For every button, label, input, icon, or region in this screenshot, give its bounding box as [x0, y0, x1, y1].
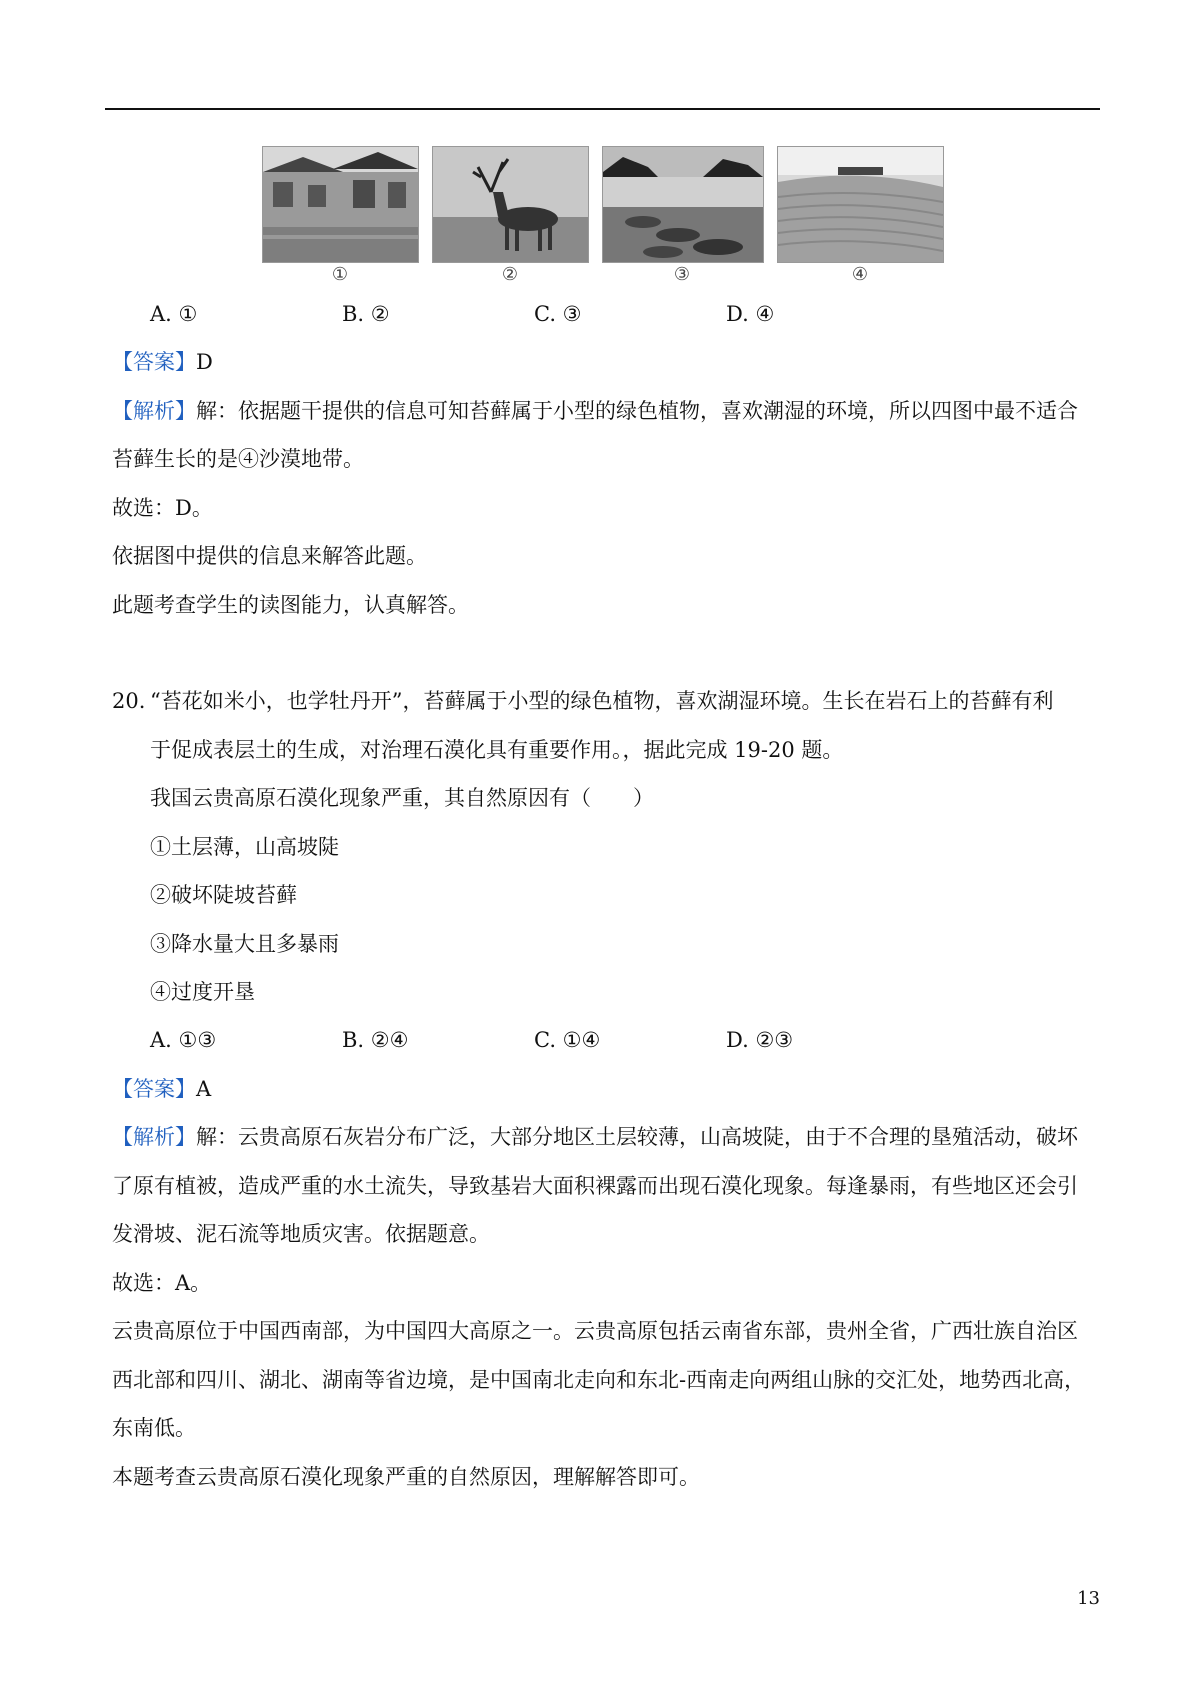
- q20-item-1: ①土层薄，山高坡陡: [150, 835, 339, 859]
- q20-analysis-line2: 了原有植被，造成严重的水土流失，导致基岩大面积裸露而出现石漠化现象。每逢暴雨，有些地区还会引: [112, 1174, 1078, 1198]
- analysis-tag: 【解析】: [112, 1125, 196, 1149]
- q20-item-4: ④过度开垦: [150, 980, 255, 1004]
- page-number: 13: [1077, 1588, 1100, 1609]
- q20-note-line4: 本题考查云贵高原石漠化现象严重的自然原因，理解解答即可。: [112, 1465, 700, 1489]
- answer-tag: 【答案】: [112, 1077, 196, 1101]
- q20-option-d: D. ②③: [726, 1028, 794, 1052]
- analysis-text: 解：云贵高原石灰岩分布广泛，大部分地区土层较薄，山高坡陡，由于不合理的垦殖活动，破坏: [196, 1125, 1078, 1149]
- photo-rocky-coast: [602, 146, 764, 263]
- q19-note2: 此题考查学生的读图能力，认真解答。: [112, 593, 469, 617]
- photo-water-town: [262, 146, 419, 263]
- answer-tag: 【答案】: [112, 350, 196, 374]
- q20-item-3: ③降水量大且多暴雨: [150, 932, 339, 956]
- q20-option-a: A. ①③: [150, 1028, 217, 1052]
- header-rule: [105, 108, 1100, 110]
- photo-reindeer: [432, 146, 589, 263]
- q20-question: 我国云贵高原石漠化现象严重，其自然原因有（ ）: [150, 786, 654, 810]
- q20-answer: [112, 1074, 211, 1104]
- photo-caption-2: ②: [501, 264, 519, 285]
- answer-value: A: [196, 1077, 212, 1101]
- photo-caption-3: ③: [673, 264, 691, 285]
- q19-choose: 故选：D。: [112, 496, 213, 520]
- q20-item-2: ②破坏陡坡苔藓: [150, 883, 297, 907]
- q19-analysis-line2: 苔藓生长的是④沙漠地带。: [112, 447, 364, 471]
- q19-option-c: C. ③: [534, 302, 582, 326]
- q20-note-line3: 东南低。: [112, 1416, 196, 1440]
- q19-option-b: B. ②: [342, 302, 390, 326]
- q19-option-d: D. ④: [726, 302, 775, 326]
- q20-analysis-line3: 发滑坡、泥石流等地质灾害。依据题意。: [112, 1222, 490, 1246]
- answer-value: D: [196, 350, 213, 374]
- q20-stem-line1: “苔花如米小，也学牡丹开”，苔藓属于小型的绿色植物，喜欢湖湿环境。生长在岩石上的苔藓有利: [150, 689, 1054, 713]
- analysis-text: 解：依据题干提供的信息可知苔藓属于小型的绿色植物，喜欢潮湿的环境，所以四图中最不适合: [196, 399, 1078, 423]
- analysis-tag: 【解析】: [112, 399, 196, 423]
- q19-analysis-line1: [112, 396, 1078, 426]
- q19-option-a: A. ①: [150, 302, 198, 326]
- q20-note-line2: 西北部和四川、湖北、湖南等省边境，是中国南北走向和东北-西南走向两组山脉的交汇处，地势西北高，: [112, 1368, 1086, 1392]
- photo-caption-1: ①: [331, 264, 349, 285]
- photo-caption-4: ④: [851, 264, 869, 285]
- q20-analysis-line1: [112, 1122, 1078, 1152]
- q20-stem-line2: 于促成表层土的生成，对治理石漠化具有重要作用。，据此完成 19-20 题。: [150, 738, 844, 762]
- q20-option-c: C. ①④: [534, 1028, 601, 1052]
- q19-answer: [112, 347, 213, 377]
- photo-desert: [777, 146, 944, 263]
- q20-note-line1: 云贵高原位于中国西南部，为中国四大高原之一。云贵高原包括云南省东部，贵州全省，广西壮族自治区: [112, 1319, 1078, 1343]
- q19-note1: 依据图中提供的信息来解答此题。: [112, 544, 427, 568]
- q20-choose: 故选：A。: [112, 1271, 212, 1295]
- q20-number: 20.: [112, 689, 146, 713]
- q20-option-b: B. ②④: [342, 1028, 409, 1052]
